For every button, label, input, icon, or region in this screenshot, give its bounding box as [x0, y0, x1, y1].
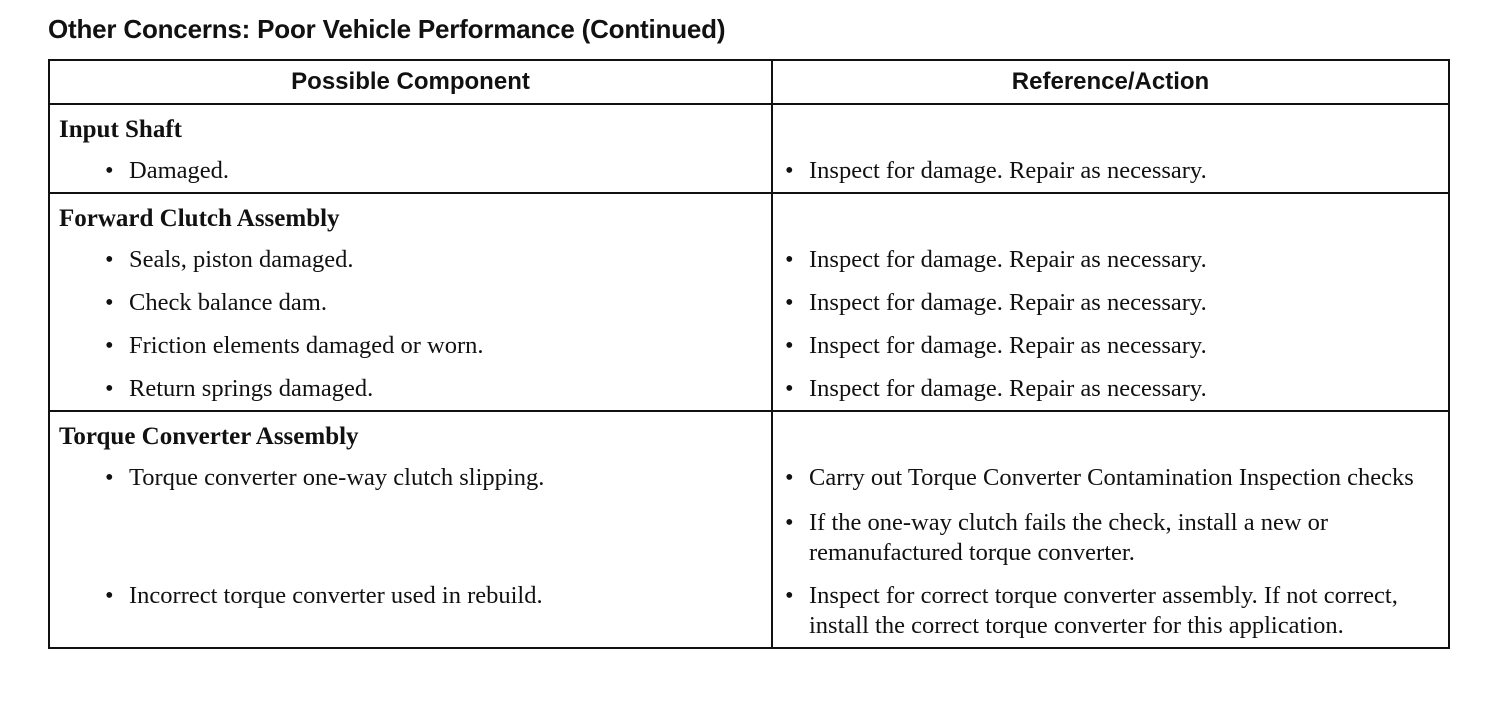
- page-title: Other Concerns: Poor Vehicle Performance (Continued): [48, 14, 726, 44]
- action-item: [785, 156, 1434, 186]
- bullet-icon: •: [785, 157, 794, 184]
- action-cell: [772, 456, 1449, 574]
- table-row: [49, 324, 1449, 367]
- group-title-empty-cell: [772, 411, 1449, 456]
- action-item: [785, 288, 1434, 318]
- column-header-possible-component: Possible Component: [49, 60, 772, 104]
- table-body: [49, 104, 1449, 648]
- table-row: [49, 238, 1449, 281]
- table-row: [49, 149, 1449, 193]
- bullet-icon: •: [105, 464, 114, 491]
- component-item: [105, 288, 771, 318]
- action-text: Inspect for correct torque converter assembly. If not correct, install the correct torque converter for this application.: [809, 582, 1398, 639]
- action-cell: [772, 281, 1449, 324]
- component-cell: [49, 149, 772, 193]
- component-item: [105, 374, 771, 404]
- table-header: [49, 60, 1449, 104]
- action-cell: [772, 367, 1449, 411]
- component-text: Incorrect torque converter used in rebuild.: [129, 582, 543, 609]
- component-text: Return springs damaged.: [129, 375, 374, 402]
- bullet-icon: •: [785, 375, 794, 402]
- group-header-row: [49, 411, 1449, 456]
- bullet-icon: •: [105, 157, 114, 184]
- bullet-icon: •: [785, 464, 794, 491]
- component-cell: [49, 281, 772, 324]
- group-header-row: [49, 104, 1449, 149]
- component-cell: [49, 367, 772, 411]
- table-row: [49, 281, 1449, 324]
- action-text: Inspect for damage. Repair as necessary.: [809, 289, 1207, 316]
- component-text: Friction elements damaged or worn.: [129, 332, 484, 359]
- action-text: Inspect for damage. Repair as necessary.: [809, 157, 1207, 184]
- action-item: [785, 463, 1434, 493]
- action-cell: [772, 324, 1449, 367]
- component-cell: [49, 324, 772, 367]
- component-item: [105, 245, 771, 275]
- action-text: Inspect for damage. Repair as necessary.: [809, 375, 1207, 402]
- component-text: Check balance dam.: [129, 289, 327, 316]
- action-cell: [772, 238, 1449, 281]
- bullet-icon: •: [785, 582, 794, 609]
- table-row: [49, 456, 1449, 574]
- group-title: Forward Clutch Assembly: [49, 193, 772, 238]
- bullet-icon: •: [785, 289, 794, 316]
- concerns-table: [48, 59, 1450, 649]
- bullet-icon: •: [105, 289, 114, 316]
- bullet-icon: •: [785, 332, 794, 359]
- group-title-empty-cell: [772, 104, 1449, 149]
- action-cell: [772, 574, 1449, 648]
- group-title-empty-cell: [772, 193, 1449, 238]
- group-title: Input Shaft: [49, 104, 772, 149]
- bullet-icon: •: [785, 246, 794, 273]
- action-item: [785, 245, 1434, 275]
- component-text: Seals, piston damaged.: [129, 246, 354, 273]
- header-row: [49, 60, 1449, 104]
- bullet-icon: •: [105, 246, 114, 273]
- component-item: [105, 156, 771, 186]
- column-header-reference-action: Reference/Action: [772, 60, 1449, 104]
- action-item: [785, 331, 1434, 361]
- action-item: [785, 374, 1434, 404]
- bullet-icon: •: [105, 375, 114, 402]
- action-cell: [772, 149, 1449, 193]
- action-text: Inspect for damage. Repair as necessary.: [809, 332, 1207, 359]
- component-item: [105, 463, 771, 493]
- action-item: [785, 581, 1434, 641]
- action-text: Inspect for damage. Repair as necessary.: [809, 246, 1207, 273]
- component-text: Damaged.: [129, 157, 229, 184]
- bullet-icon: •: [105, 332, 114, 359]
- table-row: [49, 574, 1449, 648]
- component-cell: [49, 238, 772, 281]
- group-header-row: [49, 193, 1449, 238]
- component-cell: [49, 456, 772, 574]
- table-row: [49, 367, 1449, 411]
- action-text: Carry out Torque Converter Contamination Inspection checks: [809, 464, 1414, 491]
- bullet-icon: •: [105, 582, 114, 609]
- bullet-icon: •: [785, 509, 794, 536]
- component-text: Torque converter one-way clutch slipping.: [129, 464, 545, 491]
- component-item: [105, 331, 771, 361]
- component-item: [105, 581, 771, 611]
- action-item: [785, 508, 1434, 568]
- component-cell: [49, 574, 772, 648]
- action-text: If the one-way clutch fails the check, install a new or remanufactured torque converter.: [809, 509, 1329, 566]
- group-title: Torque Converter Assembly: [49, 411, 772, 456]
